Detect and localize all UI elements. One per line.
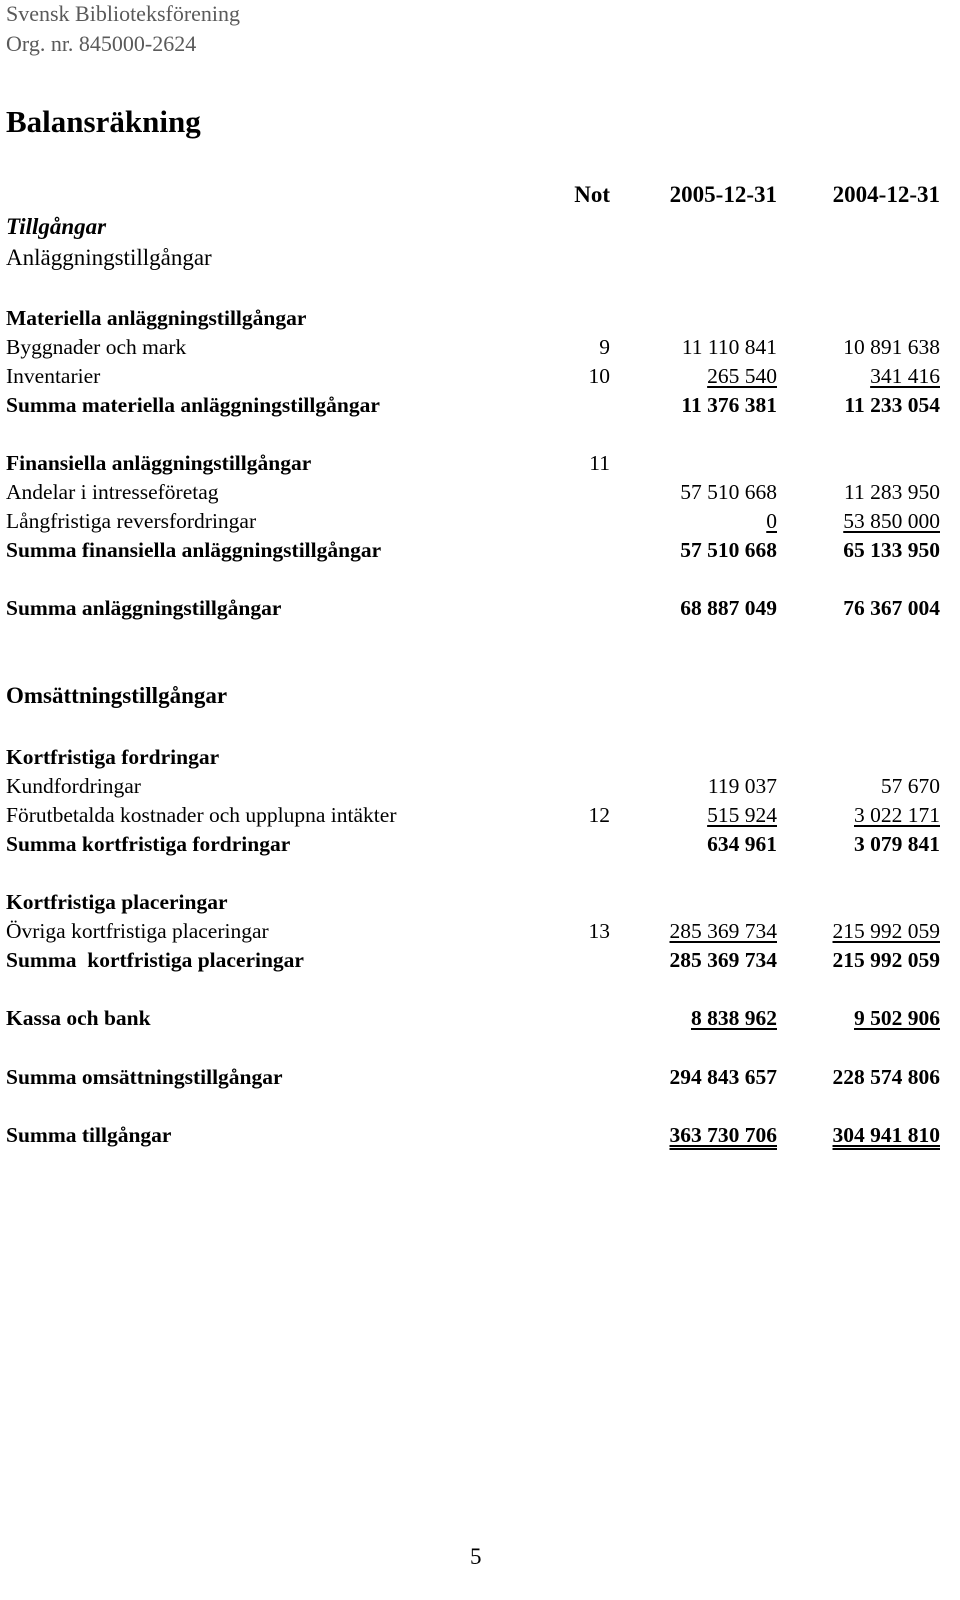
table-row xyxy=(0,831,960,857)
row-note: 13 xyxy=(588,919,610,943)
value-2005: 11 376 381 xyxy=(681,393,777,417)
value-2005: 57 510 668 xyxy=(680,480,777,504)
value-2004: 341 416 xyxy=(870,364,940,388)
value-2004: 11 283 950 xyxy=(844,480,940,504)
section-fixed-assets: Anläggningstillgångar xyxy=(6,245,212,270)
row-note: 10 xyxy=(588,364,610,388)
value-2004: 215 992 059 xyxy=(832,919,940,943)
value-2004: 65 133 950 xyxy=(843,538,940,562)
value-2004: 10 891 638 xyxy=(843,335,940,359)
table-row xyxy=(0,305,960,331)
value-2005: 634 961 xyxy=(707,832,777,856)
table-row xyxy=(0,773,960,799)
value-2004: 9 502 906 xyxy=(854,1006,940,1030)
table-row xyxy=(0,947,960,973)
row-label: Inventarier xyxy=(6,364,101,388)
row-label: Finansiella anläggningstillgångar xyxy=(6,451,312,475)
value-2005: 11 110 841 xyxy=(681,335,777,359)
row-label: Summa materiella anläggningstillgångar xyxy=(6,393,380,417)
row-label: Kassa och bank xyxy=(6,1006,151,1030)
table-row xyxy=(0,1122,960,1148)
value-2004: 3 022 171 xyxy=(854,803,940,827)
column-header-note: Not xyxy=(574,182,610,207)
value-2005: 285 369 734 xyxy=(669,948,777,972)
value-2004: 304 941 810 xyxy=(832,1123,940,1147)
value-2004: 57 670 xyxy=(880,774,940,798)
section-current-assets: Omsättningstillgångar xyxy=(6,683,228,708)
value-2005: 294 843 657 xyxy=(669,1065,777,1089)
table-row xyxy=(0,537,960,563)
row-label: Kortfristiga placeringar xyxy=(6,890,228,914)
organization-number: Org. nr. 845000-2624 xyxy=(6,31,197,56)
column-header-2005: 2005-12-31 xyxy=(669,182,777,207)
column-header-2004: 2004-12-31 xyxy=(832,182,940,207)
table-row xyxy=(0,889,960,915)
value-2004: 228 574 806 xyxy=(832,1065,940,1089)
value-2005: 515 924 xyxy=(707,803,777,827)
organization-name: Svensk Biblioteksförening xyxy=(6,1,241,26)
table-row xyxy=(0,744,960,770)
row-label: Summa kortfristiga placeringar xyxy=(6,948,304,972)
document-title: Balansräkning xyxy=(6,104,201,139)
table-row xyxy=(0,479,960,505)
table-row xyxy=(0,508,960,534)
row-label: Summa finansiella anläggningstillgångar xyxy=(6,538,382,562)
value-2005: 68 887 049 xyxy=(680,596,777,620)
value-2005: 265 540 xyxy=(707,364,777,388)
value-2005: 0 xyxy=(766,509,777,533)
row-label: Materiella anläggningstillgångar xyxy=(6,306,307,330)
table-row xyxy=(0,1064,960,1090)
row-label: Förutbetalda kostnader och upplupna intäkter xyxy=(6,803,397,827)
table-row xyxy=(0,363,960,389)
page-number: 5 xyxy=(470,1544,482,1569)
row-label: Byggnader och mark xyxy=(6,335,187,359)
table-row xyxy=(0,450,960,476)
value-2004: 3 079 841 xyxy=(854,832,940,856)
table-row xyxy=(0,1005,960,1031)
table-row xyxy=(0,595,960,621)
table-row xyxy=(0,918,960,944)
section-assets: Tillgångar xyxy=(6,214,107,239)
row-note: 9 xyxy=(599,335,610,359)
row-label: Andelar i intresseföretag xyxy=(6,480,219,504)
row-label: Långfristiga reversfordringar xyxy=(6,509,257,533)
value-2005: 119 037 xyxy=(707,774,777,798)
table-row xyxy=(0,802,960,828)
value-2005: 285 369 734 xyxy=(669,919,777,943)
row-label: Summa omsättningstillgångar xyxy=(6,1065,283,1089)
row-label: Kortfristiga fordringar xyxy=(6,745,220,769)
row-label: Summa kortfristiga fordringar xyxy=(6,832,291,856)
value-2004: 11 233 054 xyxy=(844,393,940,417)
row-label: Kundfordringar xyxy=(6,774,141,798)
value-2004: 215 992 059 xyxy=(832,948,940,972)
value-2005: 363 730 706 xyxy=(669,1123,777,1147)
row-label: Summa tillgångar xyxy=(6,1123,172,1147)
row-note: 11 xyxy=(589,451,610,475)
value-2005: 8 838 962 xyxy=(691,1006,777,1030)
table-row xyxy=(0,392,960,418)
row-label: Övriga kortfristiga placeringar xyxy=(6,919,269,943)
value-2005: 57 510 668 xyxy=(680,538,777,562)
value-2004: 53 850 000 xyxy=(843,509,940,533)
table-row xyxy=(0,334,960,360)
row-note: 12 xyxy=(588,803,610,827)
row-label: Summa anläggningstillgångar xyxy=(6,596,282,620)
value-2004: 76 367 004 xyxy=(843,596,940,620)
